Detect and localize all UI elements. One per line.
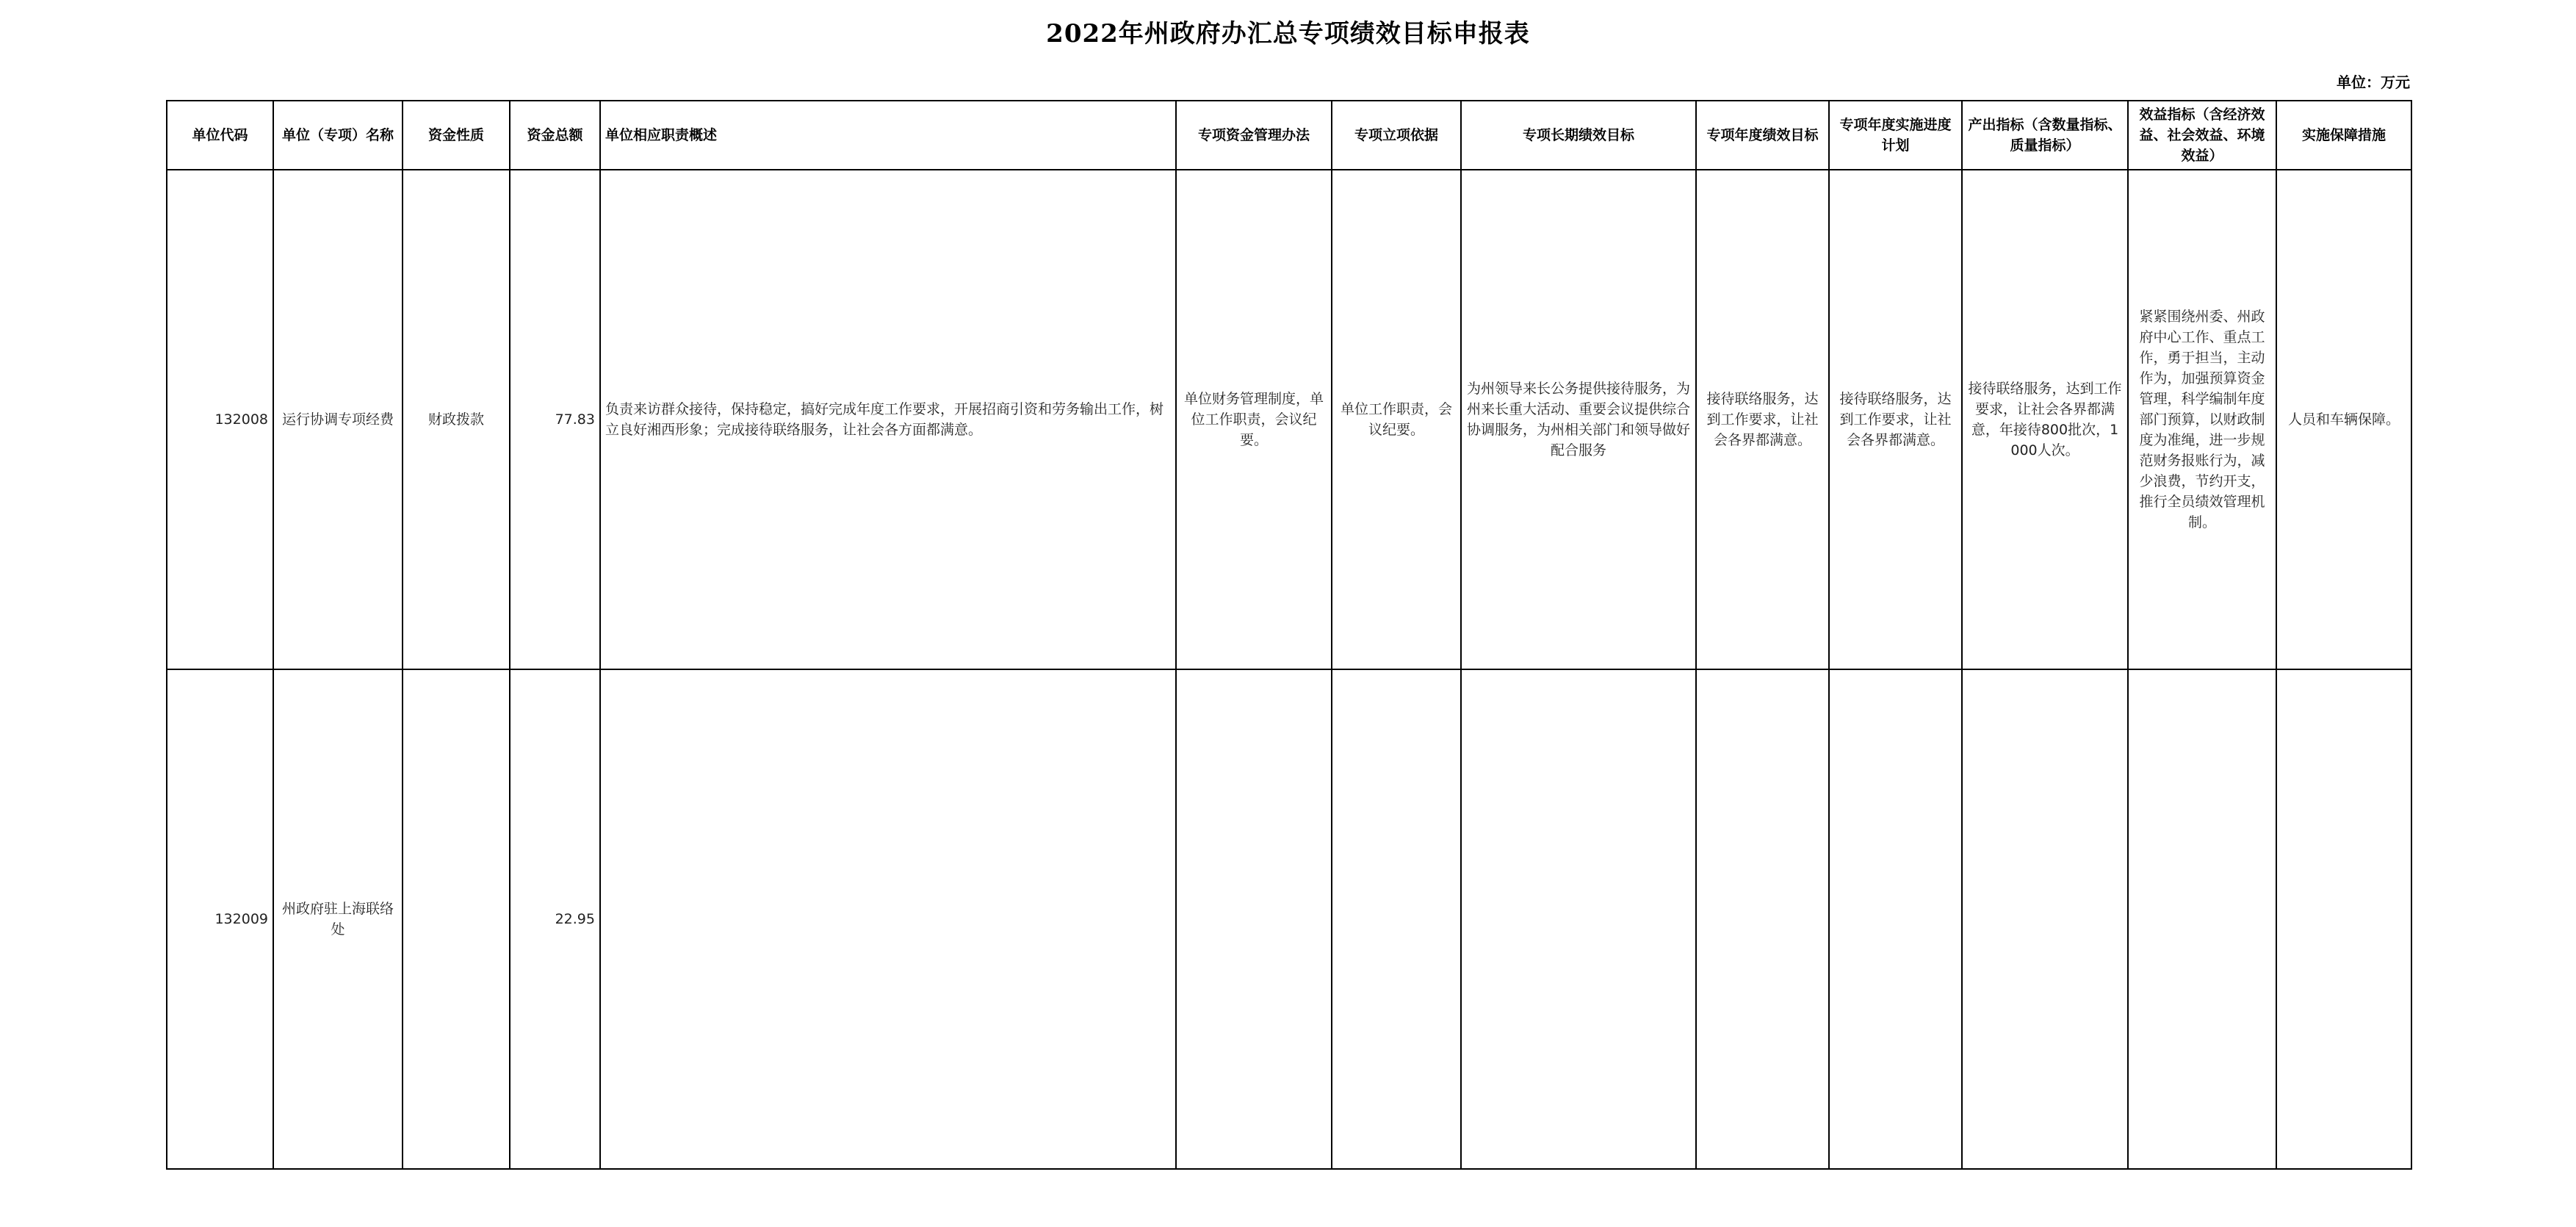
header-unit-name: 单位（专项）名称 [273,101,403,170]
cell-fund-type [403,669,510,1169]
cell-management-method: 单位财务管理制度，单位工作职责，会议纪要。 [1176,170,1332,669]
header-unit-code: 单位代码 [167,101,273,170]
unit-label: 单位：万元 [2337,73,2410,91]
cell-measures [2276,669,2411,1169]
cell-long-term-goal: 为州领导来长公务提供接待服务，为州来长重大活动、重要会议提供综合协调服务，为州相关部门和领导做好配合服务 [1461,170,1696,669]
cell-fund-type: 财政拨款 [403,170,510,669]
cell-management-method [1176,669,1332,1169]
cell-unit-code: 132008 [167,170,273,669]
performance-table [166,100,2412,1170]
cell-project-basis: 单位工作职责，会议纪要。 [1332,170,1461,669]
cell-annual-plan [1829,669,1962,1169]
header-annual-goal: 专项年度绩效目标 [1696,101,1829,170]
header-annual-plan: 专项年度实施进度计划 [1829,101,1962,170]
table-row [167,170,2411,669]
cell-output-indicator: 接待联络服务，达到工作要求，让社会各界都满意，年接待800批次，1000人次。 [1962,170,2128,669]
cell-unit-name: 州政府驻上海联络处 [273,669,403,1169]
header-long-term-goal: 专项长期绩效目标 [1461,101,1696,170]
header-output-indicator: 产出指标（含数量指标、质量指标） [1962,101,2128,170]
cell-fund-amount: 22.95 [510,669,600,1169]
cell-project-basis [1332,669,1461,1169]
cell-unit-code: 132009 [167,669,273,1169]
header-fund-type: 资金性质 [403,101,510,170]
header-measures: 实施保障措施 [2276,101,2411,170]
table-header-row [167,101,2411,170]
header-benefit-indicator: 效益指标（含经济效益、社会效益、环境效益） [2128,101,2276,170]
cell-fund-amount: 77.83 [510,170,600,669]
cell-annual-goal: 接待联络服务，达到工作要求，让社会各界都满意。 [1696,170,1829,669]
table-row [167,669,2411,1169]
page-title: 2022年州政府办汇总专项绩效目标申报表 [1046,19,1530,48]
cell-benefit-indicator [2128,669,2276,1169]
cell-duty [600,669,1176,1169]
cell-unit-name: 运行协调专项经费 [273,170,403,669]
cell-annual-plan: 接待联络服务，达到工作要求，让社会各界都满意。 [1829,170,1962,669]
header-duty: 单位相应职责概述 [600,101,1176,170]
header-project-basis: 专项立项依据 [1332,101,1461,170]
cell-output-indicator [1962,669,2128,1169]
cell-duty: 负责来访群众接待，保持稳定，搞好完成年度工作要求，开展招商引资和劳务输出工作，树立良好湘西形象；完成接待联络服务，让社会各方面都满意。 [600,170,1176,669]
cell-measures: 人员和车辆保障。 [2276,170,2411,669]
header-management-method: 专项资金管理办法 [1176,101,1332,170]
cell-long-term-goal [1461,669,1696,1169]
cell-annual-goal [1696,669,1829,1169]
header-fund-amount: 资金总额 [510,101,600,170]
cell-benefit-indicator: 紧紧围绕州委、州政府中心工作、重点工作，勇于担当，主动作为，加强预算资金管理，科学编制年度部门预算，以财政制度为准绳，进一步规范财务报账行为，减少浪费，节约开支，推行全员绩效管理机制。 [2128,170,2276,669]
